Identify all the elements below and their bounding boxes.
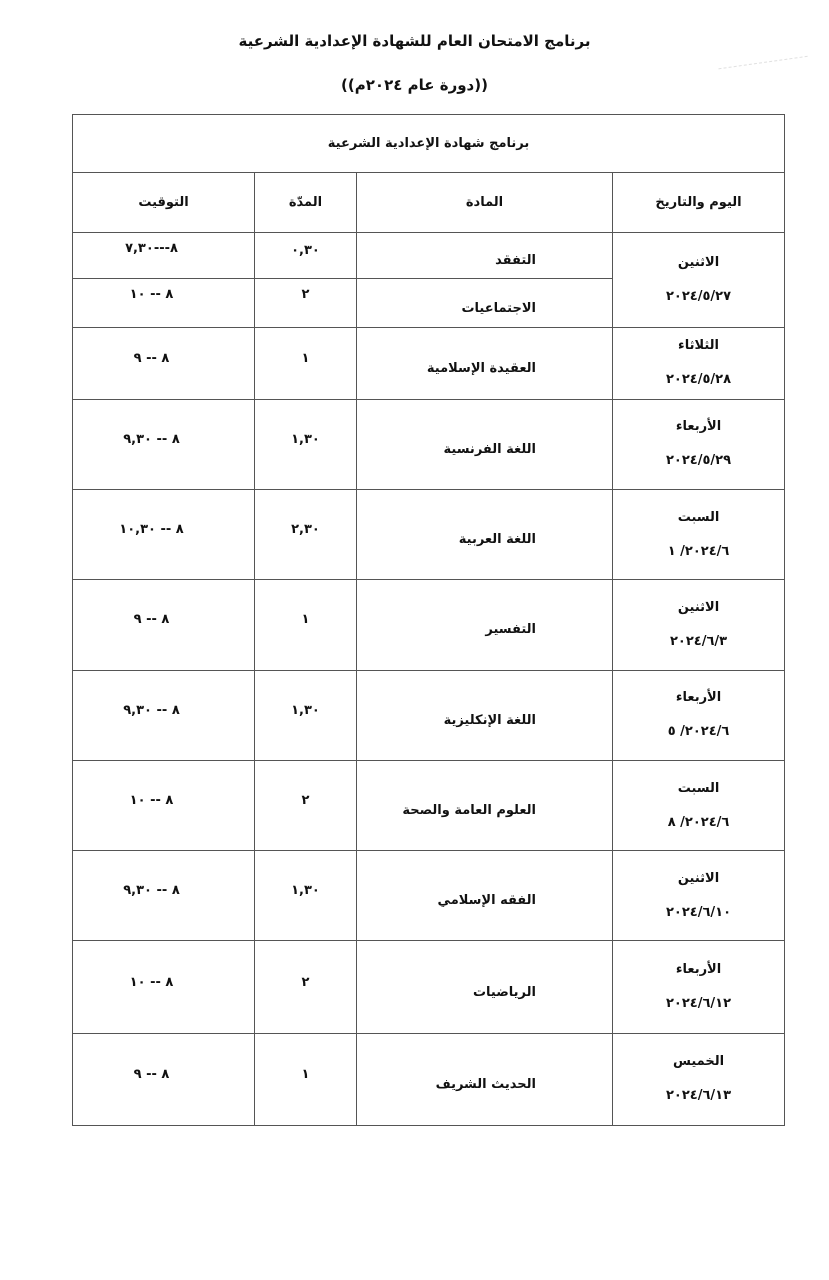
subject-cell: الاجتماعيات — [357, 279, 613, 327]
subject-cell: اللغة العربية — [357, 490, 613, 580]
time-cell: ٨ -- ٩,٣٠ — [73, 851, 255, 941]
exam-date: ٢٠٢٤/٦/ ١ — [667, 543, 730, 559]
exam-date: ٢٠٢٤/٦/١٣ — [665, 1088, 732, 1104]
duration-cell: ٢,٣٠ — [255, 490, 357, 580]
subject-cell: الفقه الإسلامي — [357, 851, 613, 941]
col-header-time: التوقيت — [73, 173, 255, 233]
table-row — [73, 670, 785, 760]
col-header-subject: المادة — [357, 173, 613, 233]
duration-cell: ٢ — [255, 760, 357, 850]
duration-cell: ١,٣٠ — [255, 851, 357, 941]
header-row — [73, 173, 785, 233]
day-name: الاثنين — [677, 599, 720, 615]
time-cell: ٨ -- ١٠ — [73, 760, 255, 850]
day-name: السبت — [677, 780, 720, 796]
day-name: الخميس — [672, 1054, 725, 1070]
exam-date: ٢٠٢٤/٦/ ٨ — [667, 814, 730, 830]
exam-date: ٢٠٢٤/٦/ ٥ — [667, 724, 730, 740]
exam-date: ٢٠٢٤/٥/٢٨ — [665, 372, 732, 388]
duration-cell: ١ — [255, 1033, 357, 1125]
date-cell — [613, 233, 785, 327]
table-row — [73, 760, 785, 850]
time-cell: ٨---٧,٣٠ — [73, 233, 255, 279]
duration-cell: ١ — [255, 580, 357, 670]
date-cell — [613, 399, 785, 489]
exam-schedule-table — [72, 114, 785, 1126]
day-name: الأربعاء — [675, 419, 722, 435]
exam-date: ٢٠٢٤/٥/٢٧ — [665, 288, 732, 304]
subject-cell: الرياضيات — [357, 941, 613, 1033]
date-cell — [613, 580, 785, 670]
table-row — [73, 233, 785, 279]
duration-cell: ١,٣٠ — [255, 670, 357, 760]
exam-date: ٢٠٢٤/٥/٢٩ — [665, 453, 732, 469]
day-name: الأربعاء — [675, 690, 722, 706]
duration-cell: ٠,٣٠ — [255, 233, 357, 279]
day-name: السبت — [677, 509, 720, 525]
day-name: الأربعاء — [675, 962, 722, 978]
time-cell: ٨ -- ١٠ — [73, 279, 255, 327]
date-cell — [613, 1033, 785, 1125]
document-title: برنامج الامتحان العام للشهادة الإعدادية الشرعية — [238, 32, 591, 50]
table-row — [73, 1033, 785, 1125]
day-name: الثلاثاء — [678, 338, 719, 354]
exam-date: ٢٠٢٤/٦/١٢ — [665, 996, 732, 1012]
subject-cell: الحديث الشريف — [357, 1033, 613, 1125]
table-row — [73, 399, 785, 489]
date-cell — [613, 851, 785, 941]
day-name: الاثنين — [677, 870, 720, 886]
duration-cell: ٢ — [255, 279, 357, 327]
duration-cell: ١,٣٠ — [255, 399, 357, 489]
exam-date: ٢٠٢٤/٦/١٠ — [665, 904, 732, 920]
time-cell: ٨ -- ٩ — [73, 327, 255, 399]
session-title: ((دورة عام ٢٠٢٤م)) — [341, 76, 488, 94]
col-header-duration: المدّة — [255, 173, 357, 233]
subject-cell: التفقد — [357, 233, 613, 279]
time-cell: ٨ -- ١٠,٣٠ — [73, 490, 255, 580]
subject-cell: العلوم العامة والصحة — [357, 760, 613, 850]
time-cell: ٨ -- ٩,٣٠ — [73, 670, 255, 760]
time-cell: ٨ -- ٩,٣٠ — [73, 399, 255, 489]
time-cell: ٨ -- ٩ — [73, 1033, 255, 1125]
date-cell — [613, 670, 785, 760]
date-cell — [613, 941, 785, 1033]
duration-cell: ٢ — [255, 941, 357, 1033]
table-row — [73, 851, 785, 941]
table-row — [73, 941, 785, 1033]
date-cell — [613, 490, 785, 580]
table-row — [73, 490, 785, 580]
table-title-row — [73, 115, 785, 173]
col-header-date: اليوم والتاريخ — [613, 173, 785, 233]
subject-cell: التفسير — [357, 580, 613, 670]
subject-cell: اللغة الإنكليزية — [357, 670, 613, 760]
table-title: برنامج شهادة الإعدادية الشرعية — [73, 115, 785, 173]
table-row — [73, 580, 785, 670]
day-name: الاثنين — [677, 254, 720, 270]
table-row — [73, 327, 785, 399]
time-cell: ٨ -- ١٠ — [73, 941, 255, 1033]
exam-date: ٢٠٢٤/٦/٣ — [669, 633, 728, 649]
date-cell — [613, 760, 785, 850]
subject-cell: العقيدة الإسلامية — [357, 327, 613, 399]
time-cell: ٨ -- ٩ — [73, 580, 255, 670]
duration-cell: ١ — [255, 327, 357, 399]
subject-cell: اللغة الفرنسية — [357, 399, 613, 489]
date-cell — [613, 327, 785, 399]
